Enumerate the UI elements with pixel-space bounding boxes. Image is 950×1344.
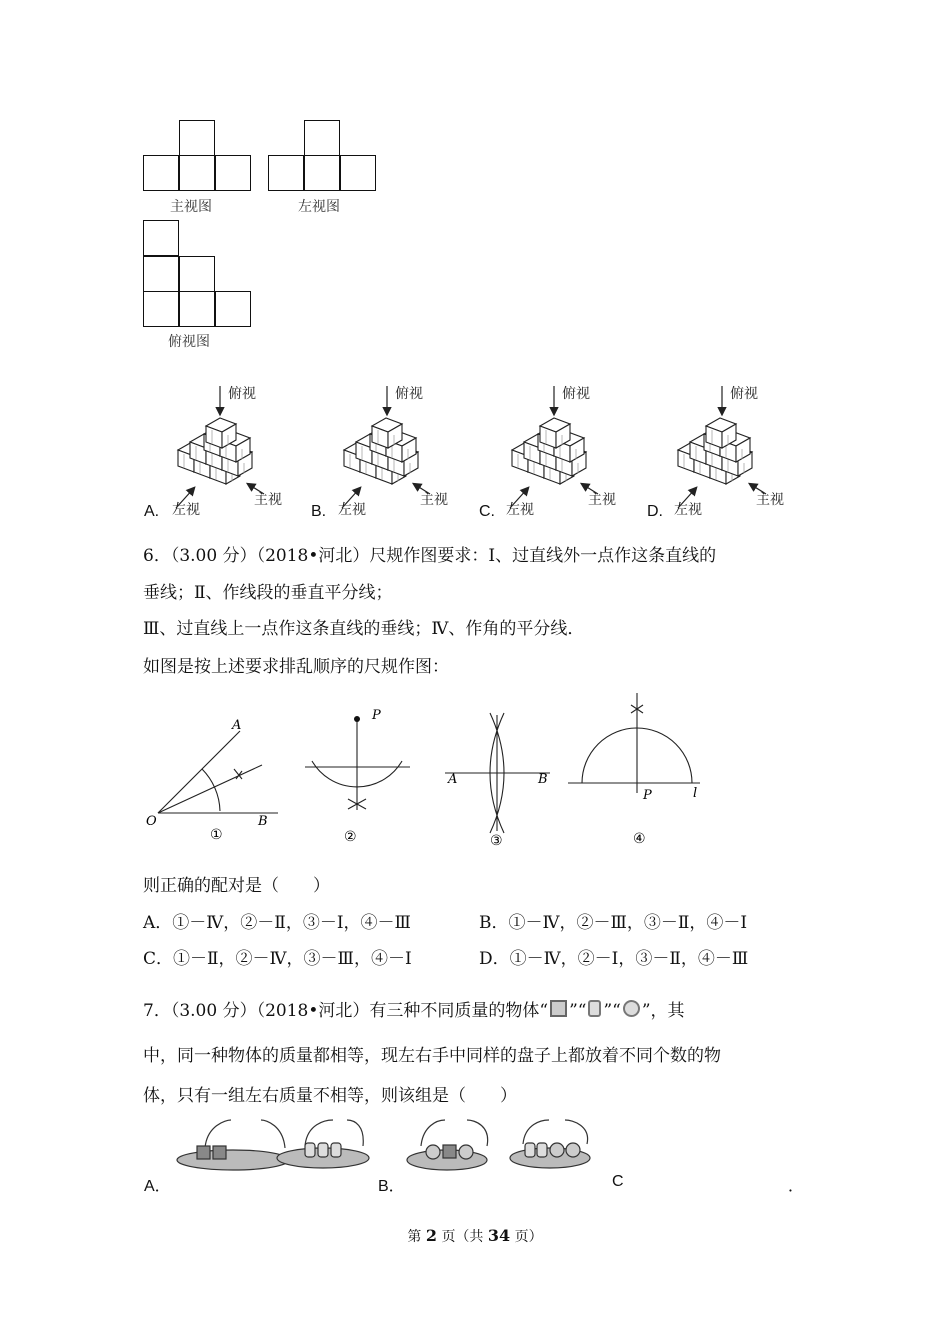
fig4-number: ④	[633, 831, 646, 847]
fig1-label-o: O	[146, 814, 157, 829]
q7-option-a-plates	[177, 1120, 369, 1170]
q6-line2: 垂线；Ⅱ、作线段的垂直平分线；	[143, 583, 393, 603]
q6-line1: 6．（3.00 分）（2018•河北）尺规作图要求：Ⅰ、过直线外一点作这条直线的	[143, 546, 717, 566]
sphere-object-icon	[623, 1000, 640, 1017]
q5a-front-label: 主视	[254, 492, 282, 508]
fig4-perpendicular-on-line	[568, 693, 700, 793]
q5a-left-label: 左视	[172, 502, 200, 518]
q7-option-end: ．	[788, 1178, 805, 1195]
q7-line1-c: ”“	[603, 1001, 621, 1021]
q7-line1-b: ”“	[569, 1001, 587, 1021]
q7-option-b-plates	[407, 1120, 590, 1170]
q6-option-b[interactable]: B．①－Ⅳ，②－Ⅲ，③－Ⅱ，④－Ⅰ	[479, 913, 748, 933]
q5-option-b-figure	[338, 386, 448, 518]
q5d-front-label: 主视	[756, 492, 784, 508]
footer-page-number: 2	[425, 1226, 437, 1245]
q5b-left-label: 左视	[338, 502, 366, 518]
q6-construction-figures	[140, 685, 740, 855]
q5-option-d-figure	[674, 386, 784, 518]
q6-line3: Ⅲ、过直线上一点作这条直线的垂线；Ⅳ、作角的平分线．	[143, 619, 585, 639]
q7-line1-a: 7．（3.00 分）（2018•河北）有三种不同质量的物体“	[143, 1001, 549, 1021]
cylinder-object-icon	[588, 1000, 601, 1017]
q5-option-d-label[interactable]: D.	[647, 503, 663, 520]
top-view-figure	[143, 220, 253, 330]
q7-option-a[interactable]: A．	[144, 1178, 171, 1195]
fig4-label-l: l	[693, 786, 698, 801]
q6-option-d[interactable]: D．①－Ⅳ，②－Ⅰ，③－Ⅱ，④－Ⅲ	[479, 949, 749, 969]
fig3-label-b: B	[538, 772, 548, 787]
fig2-perpendicular-outside	[305, 719, 410, 810]
q5d-top-label: 俯视	[730, 386, 758, 402]
q6-option-c[interactable]: C．①－Ⅱ，②－Ⅳ，③－Ⅲ，④－Ⅰ	[143, 949, 412, 969]
q5a-top-label: 俯视	[228, 386, 256, 402]
q5-option-c-figure	[506, 386, 616, 518]
q7-line3: 体，只有一组左右质量不相等，则该组是（ ）	[143, 1086, 517, 1106]
fig1-label-b: B	[258, 814, 268, 829]
q5c-top-label: 俯视	[562, 386, 590, 402]
fig3-number: ③	[490, 833, 503, 849]
fig1-label-a: A	[232, 718, 242, 733]
fig2-label-p: P	[372, 708, 381, 723]
q5-option-c-label[interactable]: C.	[479, 503, 495, 520]
left-view-label: 左视图	[298, 199, 340, 215]
footer-post: 页）	[514, 1229, 543, 1245]
fig2-number: ②	[344, 829, 357, 845]
q6-line4: 如图是按上述要求排乱顺序的尺规作图：	[143, 657, 449, 677]
q5c-front-label: 主视	[588, 492, 616, 508]
q5b-top-label: 俯视	[395, 386, 423, 402]
q6-option-a[interactable]: A．①－Ⅳ，②－Ⅱ，③－Ⅰ，④－Ⅲ	[143, 913, 411, 933]
q5-option-a-figure	[172, 386, 282, 518]
fig1-number: ①	[210, 827, 223, 843]
q5-option-b-label[interactable]: B.	[311, 503, 327, 520]
q7-line2: 中，同一种物体的质量都相等，现左右手中同样的盘子上都放着不同个数的物	[143, 1046, 721, 1066]
q7-option-b[interactable]: B．	[378, 1178, 405, 1195]
footer-pre: 第	[407, 1229, 422, 1245]
page-footer	[0, 1226, 950, 1246]
q7-option-c[interactable]: C	[612, 1173, 624, 1190]
q5b-front-label: 主视	[420, 492, 448, 508]
fig1-angle-bisector	[158, 731, 278, 813]
q5c-left-label: 左视	[506, 502, 534, 518]
top-view-label: 俯视图	[168, 334, 210, 350]
footer-mid: 页（共	[441, 1229, 484, 1245]
q5-option-a-label[interactable]: A.	[144, 503, 160, 520]
q7-line1	[143, 1000, 685, 1022]
footer-total-pages: 34	[487, 1226, 511, 1245]
fig3-perpendicular-bisector	[445, 713, 550, 833]
fig3-label-a: A	[448, 772, 458, 787]
q6-question: 则正确的配对是（ ）	[143, 876, 330, 896]
q7-line1-d: ”，其	[641, 1001, 685, 1021]
fig4-label-p: P	[643, 788, 652, 803]
front-view-label: 主视图	[170, 199, 212, 215]
q5d-left-label: 左视	[674, 502, 702, 518]
cube-object-icon	[550, 1000, 567, 1017]
